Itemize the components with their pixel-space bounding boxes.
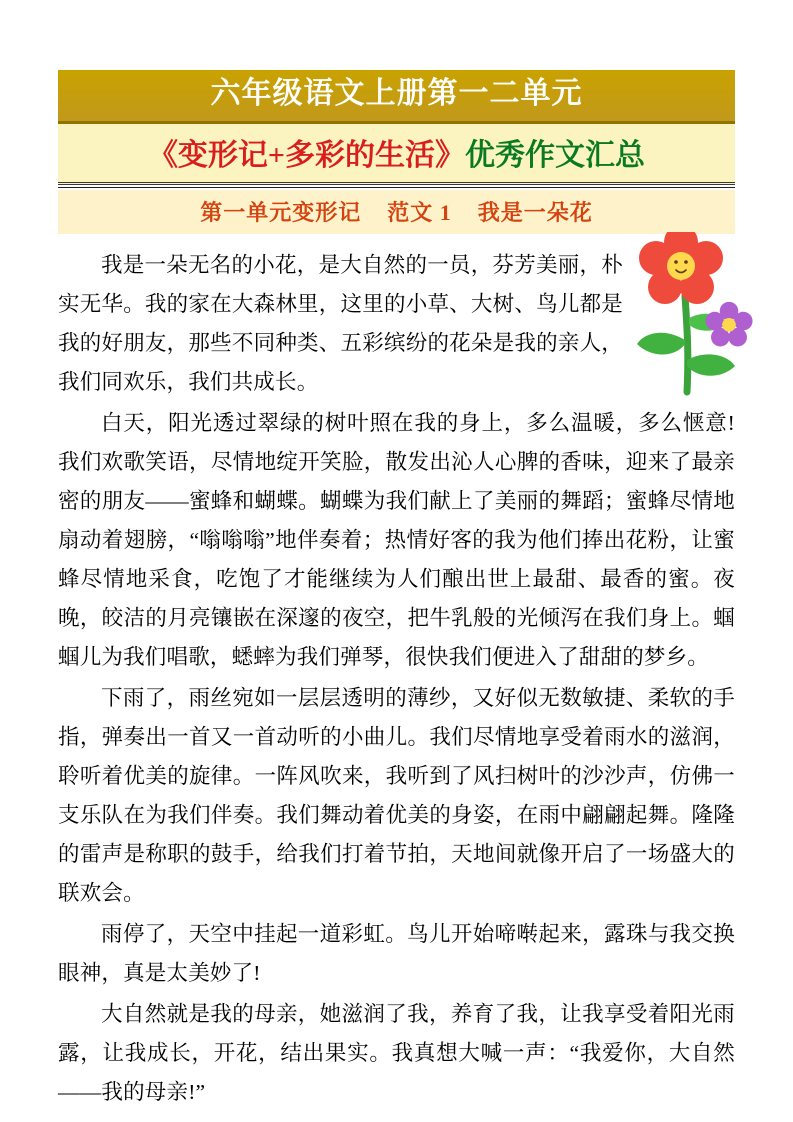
subtitle-title: 我是一朵花 [477, 199, 593, 225]
header-title-line1: 六年级语文上册第一二单元 [210, 77, 583, 110]
article-body [58, 246, 735, 1112]
paragraph-1: 我是一朵无名的小花，是大自然的一员，芬芳美丽，朴实无华。我的家在大森林里，这里的小草、大树、鸟儿都是我的好朋友，那些不同种类、五彩缤纷的花朵是我的亲人，我们同欢乐，我们共成长。 [58, 252, 623, 394]
header-title-red: 《变形记+多彩的生活》 [147, 138, 466, 172]
subtitle-unit: 第一单元变形记 [200, 199, 362, 225]
subtitle-sample: 范文 1 [387, 199, 452, 225]
paragraph-4: 雨停了，天空中挂起一道彩虹。鸟儿开始啼啭起来，露珠与我交换眼神，真是太美妙了! [58, 921, 735, 985]
header-banner-primary [58, 70, 735, 123]
paragraph-3: 下雨了，雨丝宛如一层层透明的薄纱，又好似无数敏捷、柔软的手指，弹奏出一首又一首动听的小曲儿。我们尽情地享受着雨水的滋润，聆听着优美的旋律。一阵风吹来，我听到了风扫树叶的沙沙声，仿佛一支乐队在为我们伴奏。我们舞动着优美的身姿，在雨中翩翩起舞。隆隆的雷声是称职的鼓手，给我们打着节拍，天地间就像开启了一场盛大的联欢会。 [58, 685, 735, 905]
paragraph-5: 大自然就是我的母亲，她滋润了我，养育了我，让我享受着阳光雨露，让我成长，开花，结出果实。我真想大喊一声：“我爱你，大自然——我的母亲!” [58, 1001, 735, 1104]
header-divider [58, 187, 735, 188]
header-banner-secondary [58, 123, 735, 185]
section-subtitle-bar [58, 190, 735, 234]
header-title-green: 优秀作文汇总 [465, 138, 646, 172]
paragraph-2: 白天，阳光透过翠绿的树叶照在我的身上，多么温暖，多么惬意!我们欢歌笑语，尽情地绽开笑脸，散发出沁人心脾的香味，迎来了最亲密的朋友——蜜蜂和蝴蝶。蝴蝶为我们献上了美丽的舞蹈；蜜蜂尽情地扇动着翅膀，“嗡嗡嗡”地伴奏着；热情好客的我为他们捧出花粉，让蜜蜂尽情地采食，吃饱了才能继续为人们酿出世上最甜、最香的蜜。夜晚，皎洁的月亮镶嵌在深邃的夜空，把牛乳般的光倾泻在我们身上。蝈蝈儿为我们唱歌，蟋蟀为我们弹琴，很快我们便进入了甜甜的梦乡。 [58, 410, 735, 669]
document-header [58, 70, 735, 234]
